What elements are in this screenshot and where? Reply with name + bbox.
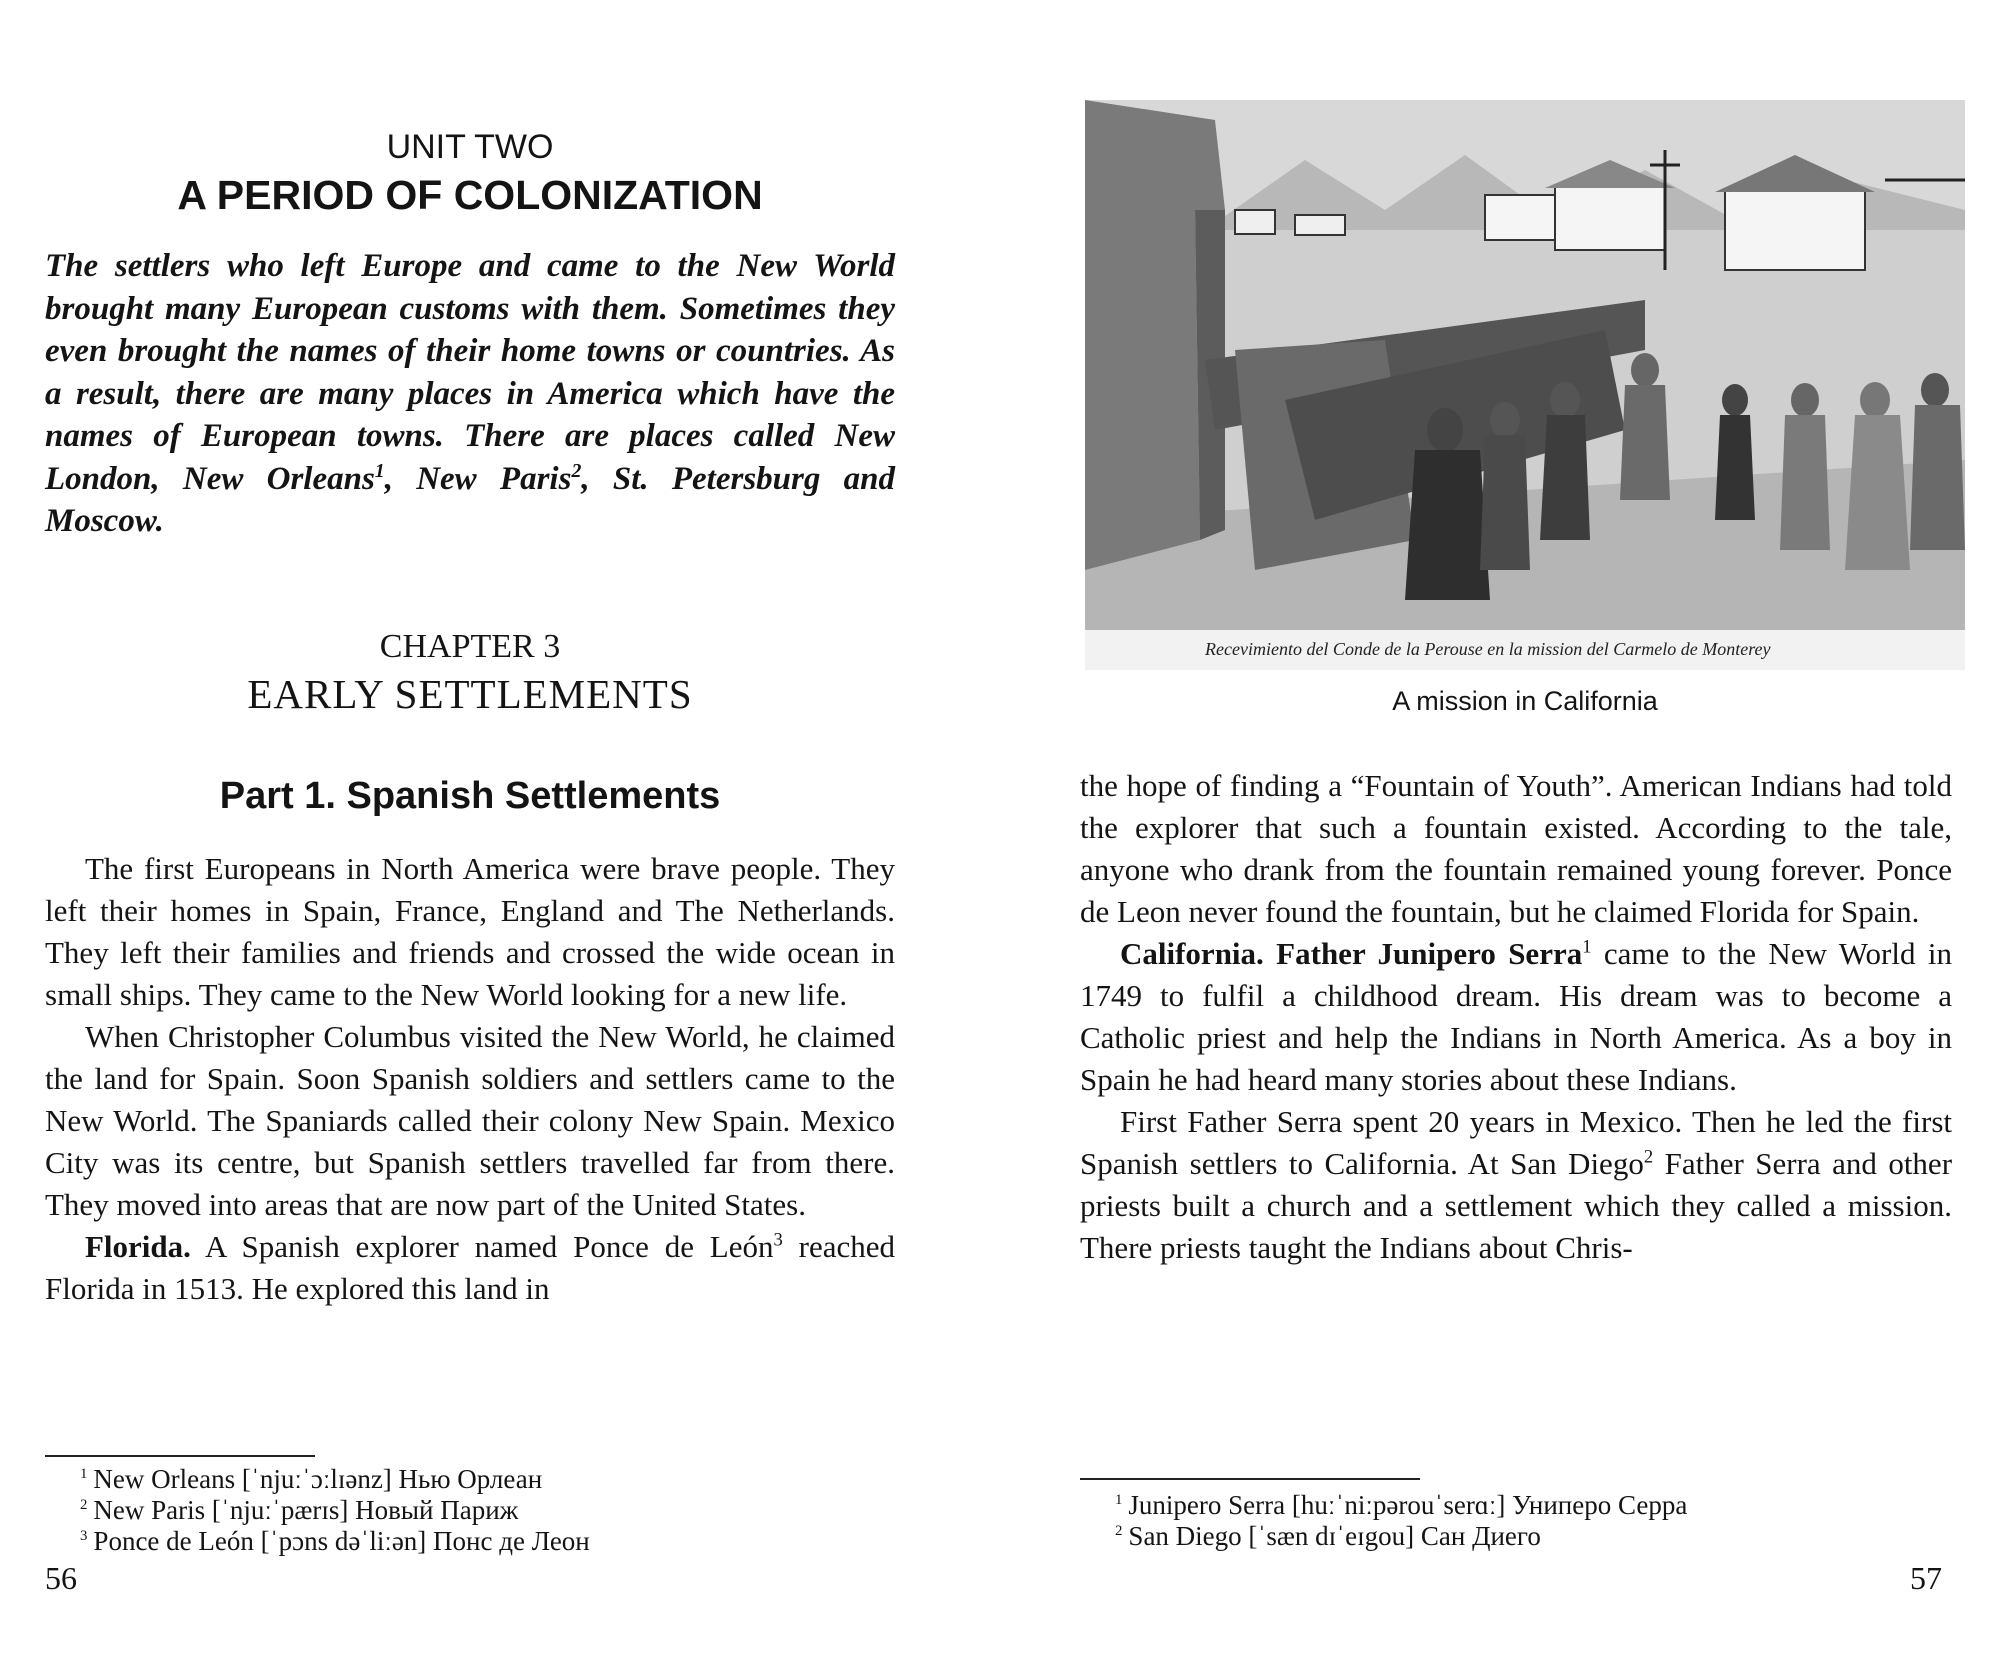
footnote-number: 2 bbox=[80, 1497, 88, 1513]
intro-line: are many places in America which have the names bbox=[45, 375, 896, 454]
paragraph bbox=[1080, 933, 1952, 1101]
mission-illustration bbox=[1085, 100, 1965, 670]
footnote bbox=[1115, 1521, 1687, 1552]
footnote-number: 2 bbox=[1115, 1523, 1123, 1539]
page-number: 57 bbox=[1910, 1560, 1942, 1596]
intro-line: of European towns. There are places called New bbox=[153, 418, 895, 454]
intro-line: , New Paris bbox=[384, 460, 572, 497]
page-number: 56 bbox=[45, 1560, 77, 1596]
intro-line: London, New Orleans bbox=[45, 460, 375, 497]
intro-line: and Moscow. bbox=[45, 460, 895, 539]
paragraph bbox=[1080, 1101, 1952, 1269]
footnote-divider bbox=[45, 1455, 315, 1457]
footnote bbox=[80, 1495, 590, 1526]
footnote-text: San Diego [ˈsæn dɪˈeɪgou] Сан Диего bbox=[1128, 1521, 1541, 1551]
paragraph: The first Europeans in North America were brave people. They left their homes in Spain, France, England and The Netherlands. They left their families and friends and crossed the wide ocean in small ships. They came to the New World looking for a new life. bbox=[45, 851, 895, 1012]
intro-line: New World brought many European customs with bbox=[45, 248, 896, 327]
footnote-text: Ponce de León [ˈpɔns dəˈliːən] Понс де Леон bbox=[93, 1526, 590, 1556]
paragraph-text: reached Florida in 1513. He explored this land in bbox=[45, 1229, 895, 1306]
paragraph-text: A Spanish explorer named Ponce de León bbox=[205, 1229, 774, 1264]
footnotes bbox=[1115, 1490, 1687, 1552]
intro-line: their home towns or countries. As a result, there bbox=[45, 333, 896, 412]
paragraph bbox=[45, 1226, 895, 1310]
footnote-text: Junipero Serra [huːˈniːpərouˈserɑː] Униперо Серра bbox=[1128, 1490, 1688, 1520]
footnote-text: New Paris [ˈnjuːˈpærɪs] Новый Париж bbox=[93, 1495, 519, 1525]
unit-title: A PERIOD OF COLONIZATION bbox=[177, 172, 763, 218]
chapter-title: EARLY SETTLEMENTS bbox=[247, 671, 693, 717]
footnote-ref: 3 bbox=[773, 1229, 783, 1251]
paragraph-text: First Father Serra spent 20 years in Mexico. Then he led the first Spanish settlers to California. At San Diego bbox=[1080, 1104, 1952, 1181]
footnote-number: 1 bbox=[1115, 1492, 1123, 1508]
image-caption: A mission in California bbox=[1392, 686, 1658, 716]
footnote-ref: 2 bbox=[1643, 1146, 1654, 1168]
intro-line: them. Sometimes they even brought the names of bbox=[45, 290, 895, 369]
paragraph: When Christopher Columbus visited the New World, he claimed the land for Spain. Soon Spanish soldiers and settlers came to the New World. The Spaniards called their colony New Spain. Mexico City was its centre, but Spanish settlers travelled far from there. They moved into areas that are now part of the United States. bbox=[45, 1019, 895, 1222]
left-body-text bbox=[45, 848, 895, 1310]
intro-line: The settlers who left Europe and came to the bbox=[45, 248, 720, 284]
footnote bbox=[1115, 1490, 1687, 1521]
intro-line: , St. Petersburg bbox=[581, 460, 821, 497]
part-title: Part 1. Spanish Settlements bbox=[219, 775, 721, 817]
unit-label: UNIT TWO bbox=[386, 128, 554, 166]
footnote-ref: 2 bbox=[571, 459, 582, 482]
footnote bbox=[80, 1526, 590, 1557]
intro-paragraph bbox=[45, 245, 895, 543]
footnote-text: New Orleans [ˈnjuːˈɔːlɪənz] Нью Орлеан bbox=[93, 1464, 543, 1494]
footnote-number: 3 bbox=[80, 1528, 88, 1544]
paragraph-lead: Florida. bbox=[85, 1229, 191, 1264]
footnotes bbox=[80, 1464, 590, 1557]
right-body-text bbox=[1080, 765, 1952, 1269]
paragraph-text: Father Serra and other priests built a church and a settlement which they called a mission. There priests taught the Indians about Chris- bbox=[1080, 1146, 1953, 1265]
footnote-ref: 1 bbox=[374, 459, 385, 482]
paragraph-text: came to the New World in 1749 to fulfil a childhood dream. His dream was to become a Catholic priest and help the Indians in North America. As a boy in Spain he had heard many stories about these Indians. bbox=[1080, 936, 1952, 1097]
footnote-divider bbox=[1080, 1478, 1420, 1480]
footnote bbox=[80, 1464, 590, 1495]
footnote-ref: 1 bbox=[1582, 936, 1592, 958]
paragraph-lead: California. Father Junipero Serra bbox=[1120, 936, 1583, 971]
right-page bbox=[1000, 0, 2000, 1658]
image-inscription: Recevimiento del Conde de la Perouse en la mission del Carmelo de Monterey bbox=[1205, 639, 1771, 659]
chapter-label: CHAPTER 3 bbox=[379, 628, 561, 665]
footnote-number: 1 bbox=[80, 1466, 88, 1482]
paragraph: the hope of finding a “Fountain of Youth”. American Indians had told the explorer that such a fountain existed. According to the tale, anyone who drank from the fountain remained young forever. Ponce de Leon never found the fountain, but he claimed Florida for Spain. bbox=[1080, 768, 1952, 929]
